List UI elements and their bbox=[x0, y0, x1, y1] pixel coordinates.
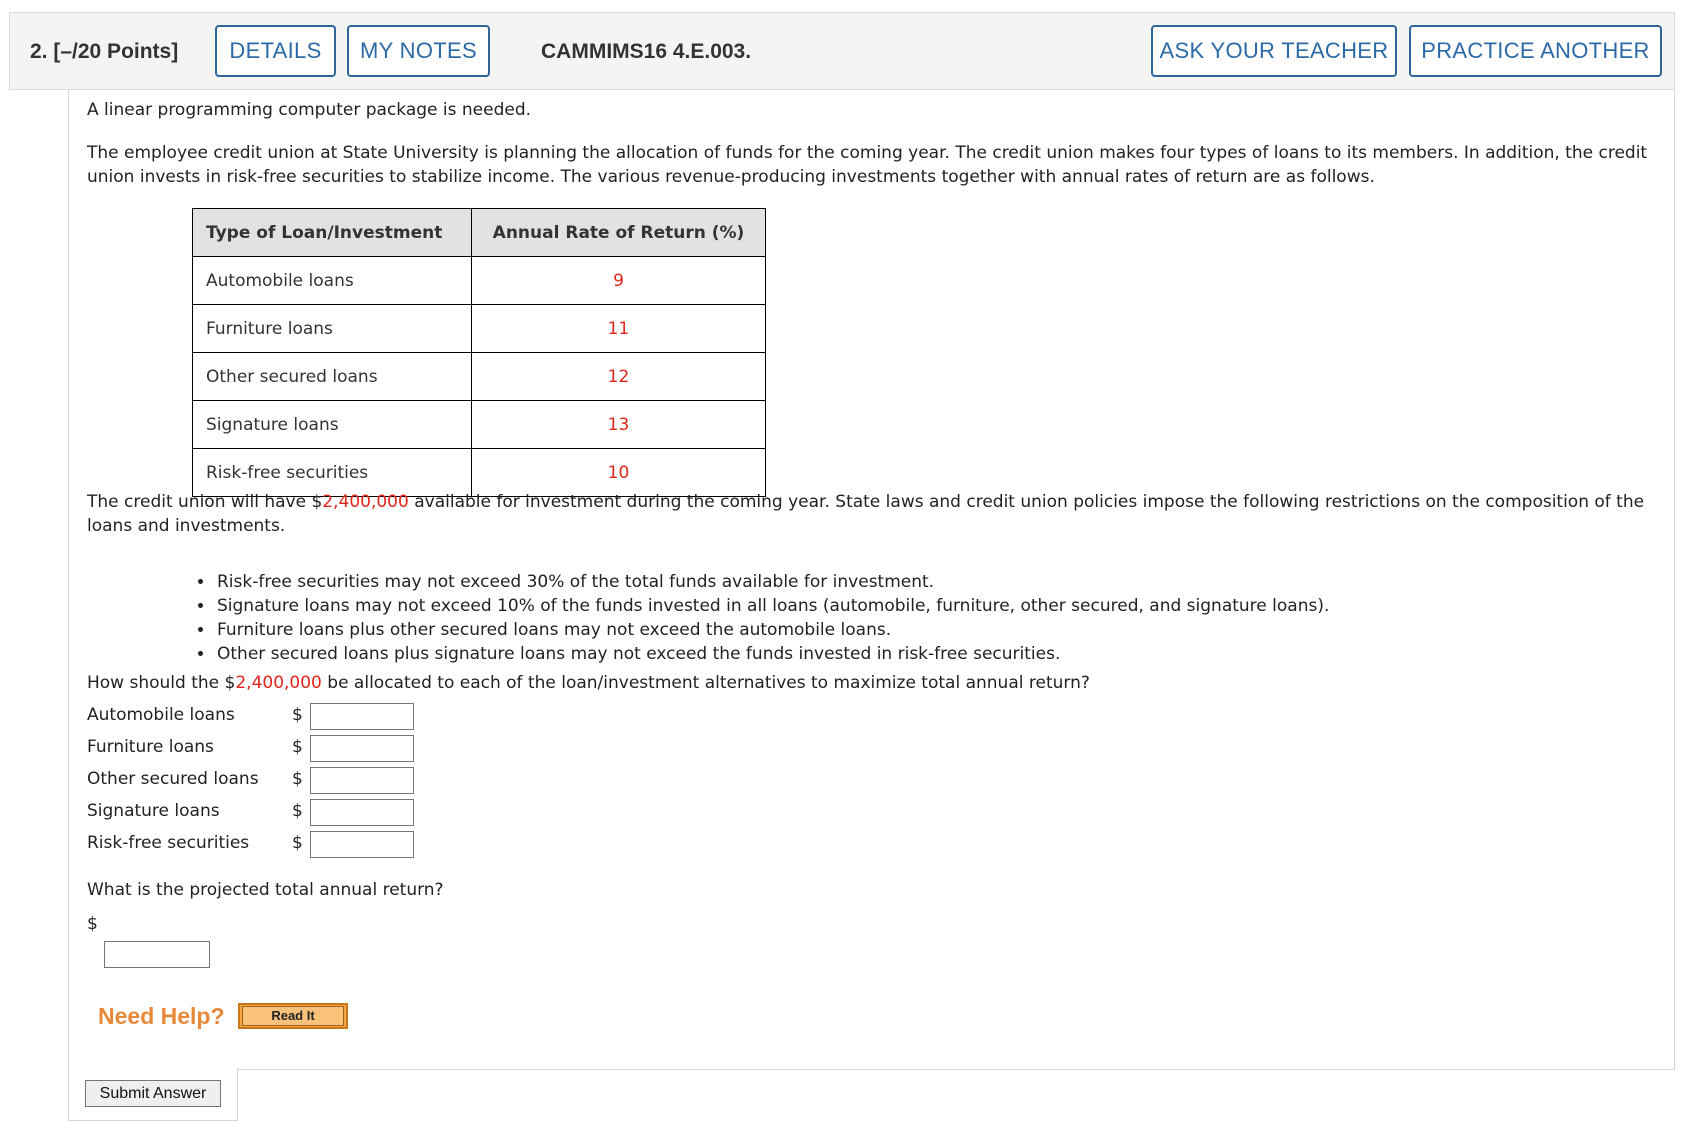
list-item: • Signature loans may not exceed 10% of the funds invested in all loans (automobile, furniture, other secured, and signature loans). bbox=[215, 594, 1329, 618]
signature-loans-input[interactable] bbox=[310, 799, 414, 826]
list-item: • Risk-free securities may not exceed 30% of the total funds available for investment. bbox=[215, 570, 1329, 594]
table-row bbox=[193, 401, 766, 449]
table-cell-rate: 10 bbox=[472, 449, 766, 497]
total-return-question: What is the projected total annual return? bbox=[87, 880, 444, 900]
answer-label: Signature loans bbox=[87, 801, 220, 821]
allocation-text-before: How should the $ bbox=[87, 673, 236, 693]
practice-another-button[interactable]: PRACTICE ANOTHER bbox=[1409, 25, 1662, 77]
answer-label: Automobile loans bbox=[87, 705, 235, 725]
currency-symbol: $ bbox=[292, 769, 303, 789]
need-help-label: Need Help? bbox=[98, 1003, 225, 1029]
funds-text-after: available for investment during the coming year. State laws and credit union policies impose the following restrictions on the composition of the loans and investments. bbox=[87, 492, 1645, 536]
table-row bbox=[193, 257, 766, 305]
ask-your-teacher-button[interactable]: ASK YOUR TEACHER bbox=[1151, 25, 1397, 77]
table-header-rate: Annual Rate of Return (%) bbox=[472, 209, 766, 257]
currency-symbol: $ bbox=[292, 737, 303, 757]
answer-label: Risk-free securities bbox=[87, 833, 250, 853]
table-cell-type: Risk-free securities bbox=[193, 449, 472, 497]
risk-free-securities-input[interactable] bbox=[310, 831, 414, 858]
restrictions-list bbox=[195, 570, 1329, 666]
currency-symbol: $ bbox=[292, 801, 303, 821]
allocation-amount: 2,400,000 bbox=[235, 673, 322, 693]
allocation-question bbox=[87, 671, 1090, 695]
list-item: • Other secured loans plus signature loans may not exceed the funds invested in risk-free securities. bbox=[215, 642, 1329, 666]
currency-symbol: $ bbox=[292, 705, 303, 725]
funds-text-before: The credit union will have $ bbox=[87, 492, 323, 512]
read-it-button[interactable] bbox=[238, 1003, 348, 1029]
table-cell-type: Furniture loans bbox=[193, 305, 472, 353]
table-header-row bbox=[193, 209, 766, 257]
table-cell-type: Signature loans bbox=[193, 401, 472, 449]
submit-answer-button[interactable]: Submit Answer bbox=[85, 1080, 221, 1107]
answer-label: Furniture loans bbox=[87, 737, 214, 757]
details-button[interactable]: DETAILS bbox=[215, 25, 336, 77]
other-secured-loans-input[interactable] bbox=[310, 767, 414, 794]
question-points: [–/20 Points] bbox=[53, 40, 179, 63]
my-notes-button[interactable]: MY NOTES bbox=[347, 25, 490, 77]
furniture-loans-input[interactable] bbox=[310, 735, 414, 762]
problem-code: CAMMIMS16 4.E.003. bbox=[541, 40, 752, 63]
table-cell-rate: 11 bbox=[472, 305, 766, 353]
table-cell-rate: 12 bbox=[472, 353, 766, 401]
allocation-text-after: be allocated to each of the loan/investment alternatives to maximize total annual return? bbox=[321, 673, 1090, 693]
question-title bbox=[30, 13, 178, 91]
funds-amount: 2,400,000 bbox=[322, 492, 409, 512]
table-row bbox=[193, 353, 766, 401]
total-currency-symbol: $ bbox=[87, 914, 98, 934]
funds-paragraph bbox=[87, 490, 1667, 538]
question-header bbox=[9, 12, 1675, 90]
read-it-label: Read It bbox=[242, 1006, 344, 1026]
table-cell-rate: 9 bbox=[472, 257, 766, 305]
question-number: 2. bbox=[30, 40, 48, 63]
total-return-input[interactable] bbox=[104, 941, 210, 968]
table-header-type: Type of Loan/Investment bbox=[193, 209, 472, 257]
automobile-loans-input[interactable] bbox=[310, 703, 414, 730]
intro-text: A linear programming computer package is needed. bbox=[87, 100, 532, 120]
currency-symbol: $ bbox=[292, 833, 303, 853]
table-cell-rate: 13 bbox=[472, 401, 766, 449]
returns-table bbox=[192, 208, 766, 497]
table-cell-type: Automobile loans bbox=[193, 257, 472, 305]
table-cell-type: Other secured loans bbox=[193, 353, 472, 401]
table-row bbox=[193, 305, 766, 353]
list-item: • Furniture loans plus other secured loans may not exceed the automobile loans. bbox=[215, 618, 1329, 642]
answer-label: Other secured loans bbox=[87, 769, 259, 789]
problem-paragraph: The employee credit union at State University is planning the allocation of funds for the coming year. The credit union makes four types of loans to its members. In addition, the credit union invests in risk-free securities to stabilize income. The various revenue-producing investments together with annual rates of return are as follows. bbox=[87, 143, 1648, 187]
